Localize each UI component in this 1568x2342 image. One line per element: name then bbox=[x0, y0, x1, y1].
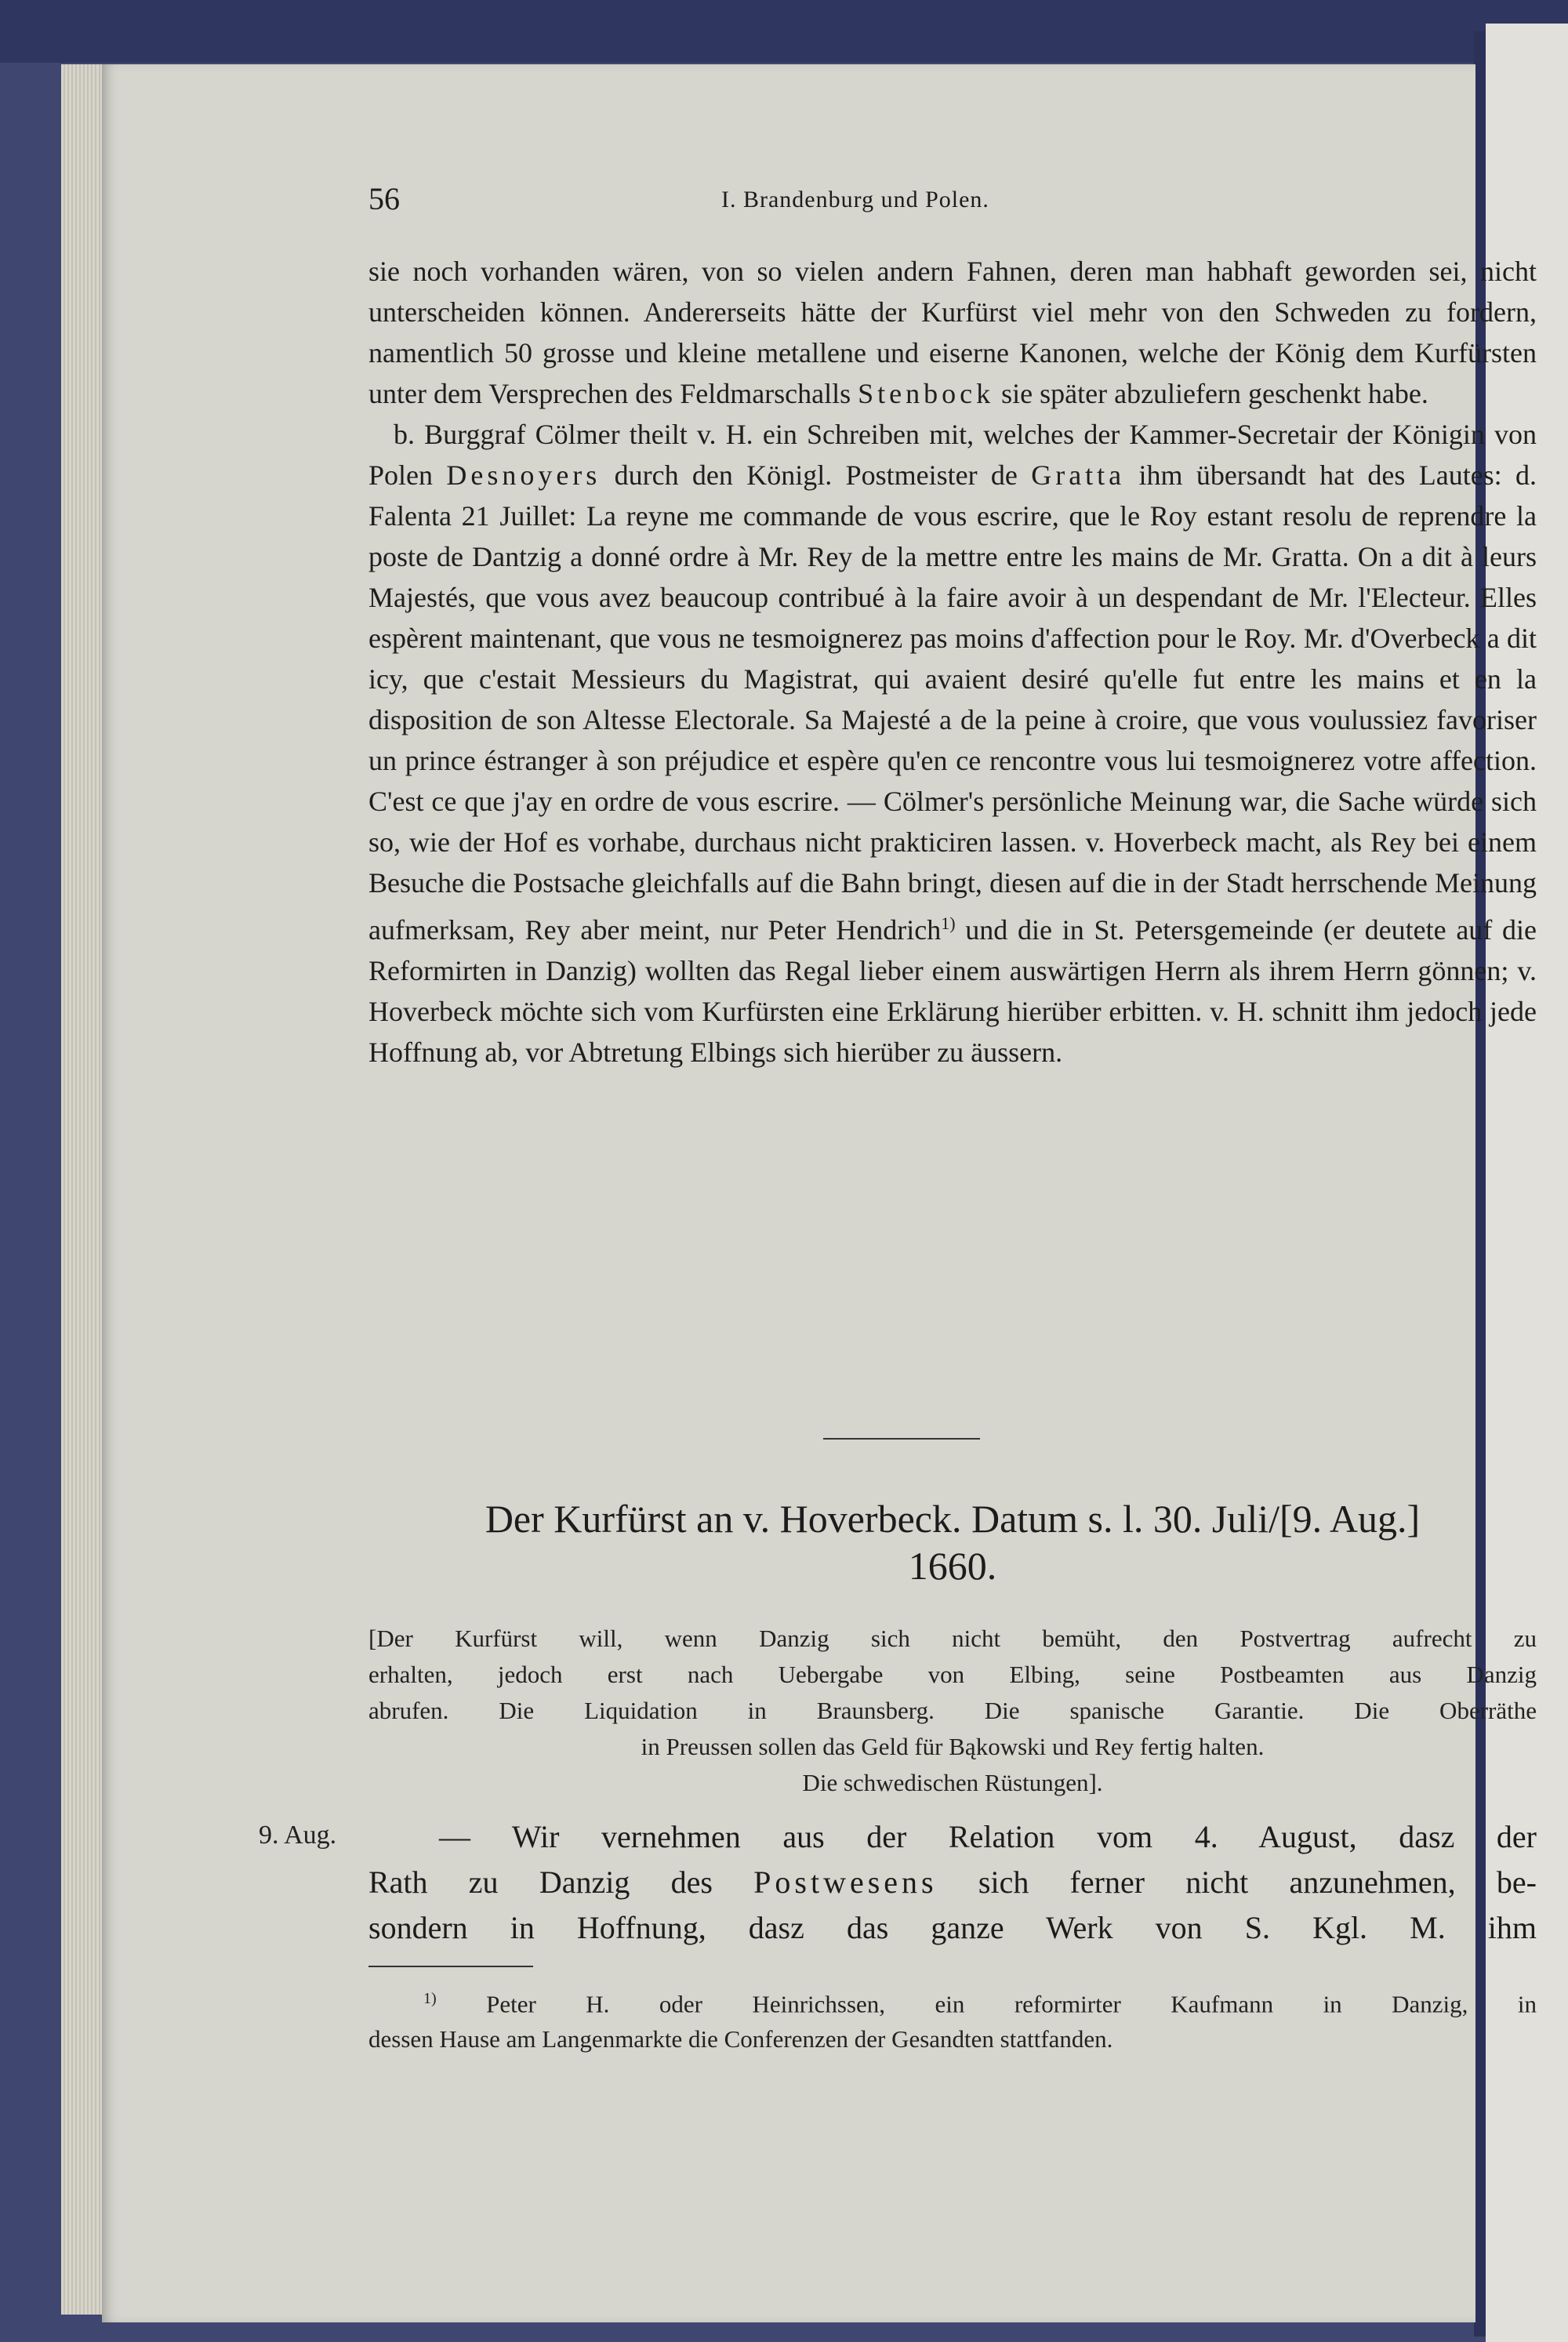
document-title-year: 1660. bbox=[908, 1544, 997, 1588]
section-divider bbox=[823, 1438, 980, 1440]
running-head bbox=[368, 180, 1544, 227]
name-stenbock: Stenbock bbox=[858, 378, 995, 409]
letter-line-1-text: — Wir vernehmen aus der Relation vom 4. August, dasz der bbox=[439, 1819, 1537, 1854]
letter-line-2-a: Rath zu Danzig des bbox=[368, 1865, 713, 1900]
paragraph-1-end: sie später abzuliefern geschenkt habe. bbox=[1001, 378, 1428, 409]
letter-line-3 bbox=[368, 1905, 1537, 1951]
paragraph-1-text: sie noch vorhanden wären, von so vielen andern Fahnen, deren man habhaft geworden sei, nicht unterscheiden können. Andererseits hätte der Kurfürst viel mehr von den Schweden zu fordern, namentlich 50 grosse und kleine metallene und eiserne Kanonen, welche der König dem Kurfürsten unter dem Versprechen des Feldmarschalls bbox=[368, 256, 1537, 409]
footnote-line-1 bbox=[368, 1981, 1537, 2021]
document-title-line-1: Der Kurfürst an v. Hoverbeck. Datum s. l. 30. Juli/[9. Aug.] bbox=[485, 1497, 1421, 1541]
letter-line-3-text: sondern in Hoffnung, dasz das ganze Werk von S. Kgl. M. ihm bbox=[368, 1910, 1537, 1945]
letter-text bbox=[368, 1814, 1537, 1951]
margin-date: 9. Aug. bbox=[259, 1821, 337, 1850]
paragraph-1 bbox=[368, 251, 1537, 414]
running-title: I. Brandenburg und Polen. bbox=[721, 187, 989, 212]
page-stack-edge bbox=[61, 64, 105, 2315]
book-page bbox=[102, 64, 1537, 2322]
footnote-rule bbox=[368, 1966, 533, 1967]
book-cover-top bbox=[0, 0, 1568, 63]
document-summary bbox=[368, 1621, 1537, 1801]
paragraph-2 bbox=[368, 414, 1537, 1073]
paragraph-2-part-c: ihm übersandt hat des Lautes: d. Falenta 21 Juillet: La reyne me commande de vous escrire, que le Roy estant resolu de reprendre la poste de Dantzig a donné ordre à Mr. Rey de la mettre entre les mains de Mr. Gratta. On a dit à leurs Majestés, que vous avez beaucoup contribué à la faire avoir à un despendant de Mr. l'Electeur. Elles espèrent maintenant, que vous ne tesmoignerez pas moins d'affection pour le Roy. Mr. d'Overbeck a dit icy, que c'estait Messieurs du Magistrat, qui avaient desiré qu'elle fut entre les mains et en la disposition de son Altesse Electorale. Sa Majesté a de la peine à croire, que vous voulussiez favoriser un prince éstranger à son préjudice et espère qu'en ce rencontre vous lui tesmoignerez votre affection. C'est ce que j'ay en ordre de vous escrire. — Cölmer's persönliche Meinung war, die Sache würde sich so, wie der Hof es vorhabe, durchaus nicht prakticiren lassen. v. Hoverbeck macht, als Rey bei einem Besuche die Postsache gleichfalls auf die Bahn bringt, diesen auf die in der Stadt herrschende Meinung aufmerksam, Rey aber meint, nur Peter Hendrich bbox=[368, 459, 1537, 946]
document-title bbox=[368, 1495, 1537, 1589]
main-text bbox=[368, 251, 1537, 1073]
letter-line-2 bbox=[368, 1860, 1537, 1905]
letter-line-1 bbox=[368, 1814, 1537, 1860]
summary-line: [Der Kurfürst will, wenn Danzig sich nicht bemüht, den Postvertrag aufrecht zu bbox=[368, 1625, 1537, 1652]
footnote-line-2: dessen Hause am Langenmarkte die Conferenzen der Gesandten stattfanden. bbox=[368, 2025, 1113, 2053]
paragraph-2-part-b: durch den Königl. Postmeister de bbox=[614, 459, 1018, 491]
footnote bbox=[368, 1981, 1537, 2057]
letter-line-2-b: sich ferner nicht anzunehmen, be- bbox=[978, 1865, 1537, 1900]
summary-line: abrufen. Die Liquidation in Braunsberg. Die spanische Garantie. Die Oberräthe bbox=[368, 1697, 1537, 1724]
summary-line: Die schwedischen Rüstungen]. bbox=[802, 1769, 1103, 1796]
name-gratta: Gratta bbox=[1031, 459, 1126, 491]
summary-line: in Preussen sollen das Geld für Bąkowski und Rey fertig halten. bbox=[641, 1733, 1265, 1760]
footnote-text-a: Peter H. oder Heinrichssen, ein reformirter Kaufmann in Danzig, in bbox=[486, 1990, 1537, 2018]
summary-line: erhalten, jedoch erst nach Uebergabe von Elbing, seine Postbeamten aus Danzig bbox=[368, 1661, 1537, 1688]
footnote-reference: 1) bbox=[941, 913, 956, 933]
page-number: 56 bbox=[368, 181, 400, 216]
paragraph-2-part-a: b. Burggraf Cölmer theilt v. H. ein Schreiben mit, welches der Kammer-Secretair der Königin von Polen bbox=[368, 419, 1537, 491]
word-postwesens: Postwesens bbox=[753, 1865, 938, 1900]
paragraph-2-part-d: und die in St. Petersgemeinde (er deutete auf die Reformirten in Danzig) wollten das Regal lieber einem auswärtigen Herrn als ihrem Herrn gönnen; v. Hoverbeck möchte sich vom Kurfürsten eine Erklärung hierüber erbitten. v. H. schnitt ihm jedoch jede Hoffnung ab, vor Abtretung Elbings sich hierüber zu äussern. bbox=[368, 914, 1537, 1068]
name-desnoyers: Desnoyers bbox=[446, 459, 601, 491]
footnote-marker: 1) bbox=[423, 1990, 437, 2007]
